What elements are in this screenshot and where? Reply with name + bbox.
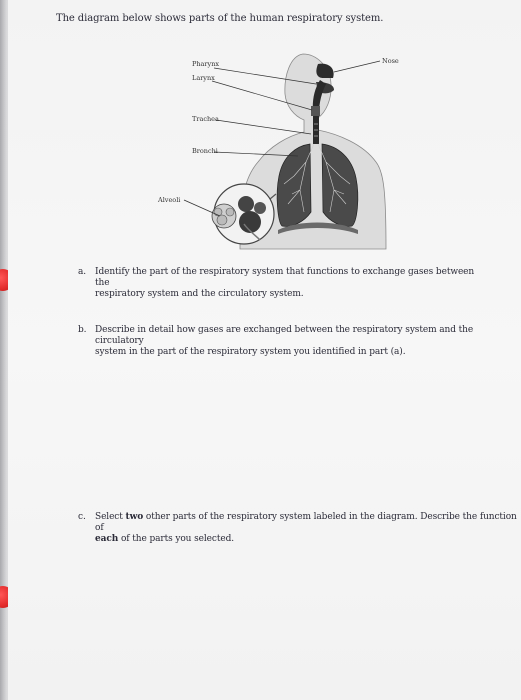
respiratory-system-diagram <box>148 44 418 254</box>
question-c-text-pre: Select <box>95 512 126 522</box>
intro-text: The diagram below shows parts of the human respiratory system. <box>56 13 384 24</box>
question-b-line-2: system in the part of the respiratory system you identified in part (a). <box>95 347 406 357</box>
label-larynx: Larynx <box>192 74 215 82</box>
question-c-line-2 <box>95 534 518 545</box>
label-bronchi: Bronchi <box>192 147 218 155</box>
worksheet-page <box>8 0 521 700</box>
question-b-line-1: Describe in detail how gases are exchanged between the respiratory system and the circulatory <box>95 325 474 346</box>
question-c-emphasis-two: two <box>125 512 144 522</box>
label-nose: Nose <box>382 57 399 65</box>
question-a-line-1: Identify the part of the respiratory system that functions to exchange gases between the <box>95 267 475 288</box>
question-c-emphasis-each: each <box>95 534 119 544</box>
question-a-line-2: respiratory system and the circulatory system. <box>95 289 304 299</box>
label-pharynx: Pharynx <box>192 60 220 68</box>
question-a-letter: a. <box>78 267 87 277</box>
question-c-letter: c. <box>78 512 86 522</box>
label-alveoli: Alveoli <box>158 196 181 204</box>
question-c-text-end: of the parts you selected. <box>118 534 234 544</box>
question-c-line-1 <box>95 512 518 534</box>
question-b-letter: b. <box>78 325 87 335</box>
label-trachea: Trachea <box>192 115 219 123</box>
question-c-text-post: other parts of the respiratory system labeled in the diagram. Describe the function of <box>95 512 517 533</box>
